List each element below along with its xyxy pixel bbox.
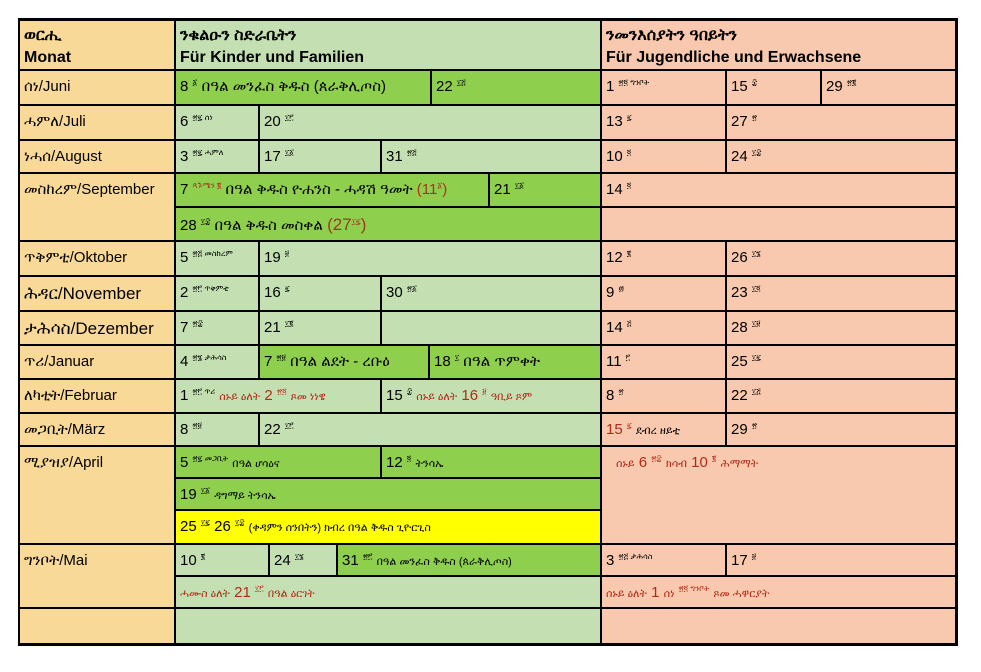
date-number: 7 (180, 319, 189, 336)
date-number: 20 (264, 113, 281, 130)
ethiopic-date: ፳፬ (276, 387, 287, 396)
kids-august-3 (382, 141, 600, 172)
ethiopic-date: ፯ (626, 421, 632, 430)
adults-januar-1 (602, 346, 725, 378)
header-kids-ti: ንቁልዑን ስድራቤትን (180, 27, 297, 44)
event-text: ሰኑይ (616, 458, 635, 470)
kids-februar-1 (176, 380, 380, 412)
ethiopic-date: ፲፭ (456, 78, 466, 87)
ethiopic-date: ፱ (482, 387, 487, 396)
ethiopic-date: ፲፯ (751, 353, 761, 362)
date-number: 28 (731, 319, 748, 336)
date-number: 6 (638, 454, 648, 471)
date-number: 7 (264, 353, 273, 370)
adults-juni-1 (602, 71, 725, 104)
ethiopic-date: ፳ (751, 421, 758, 430)
ethiopic-date: ጳጉሜን ፪ (192, 181, 222, 190)
date-number: 2 (180, 284, 189, 301)
date-number: 11 (606, 353, 622, 370)
date-number: 26 (731, 249, 748, 266)
month-juli: ሓምለ/Juli (20, 106, 174, 139)
date-number: 3 (180, 148, 189, 165)
month-april: ሚያዝያ/April (20, 447, 174, 543)
date-number: 4 (180, 353, 189, 370)
date-number: 17 (264, 148, 281, 165)
kids-november-1 (176, 277, 258, 310)
date-number: 21 (264, 319, 281, 336)
adults-maerz-2 (727, 414, 955, 445)
date-number: 10 (606, 148, 623, 165)
event-text: ደብረ ዘይቲ (635, 425, 681, 437)
empty-adults (602, 609, 955, 643)
ethiopic-date: ፳፩ (406, 284, 417, 293)
date-number: 13 (606, 113, 623, 130)
ethiopic-date: ፳፪ (846, 78, 857, 87)
event-text: በዓል ቅዱስ መስቀል (214, 217, 323, 234)
kids-maerz-1 (176, 414, 258, 445)
month-september: መስከረም/September (20, 174, 174, 240)
date-number: 12 (386, 454, 403, 471)
ethiopic-date: ፳፬ ግንቦት (618, 78, 650, 87)
kids-mai-3 (338, 545, 600, 575)
date-number: 1 (180, 387, 189, 404)
ethiopic-date: ፩ (192, 78, 198, 87)
header-month-ti: ወርሒ (24, 27, 62, 44)
date-number: 16 (264, 284, 281, 301)
kids-april-3 (176, 479, 600, 509)
kids-oktober-1 (176, 242, 258, 275)
adults-juli-1 (602, 106, 725, 139)
adults-dezember-2 (727, 312, 955, 344)
kids-mai-4 (176, 577, 600, 607)
adults-juli-2 (727, 106, 955, 139)
month-august: ነሓሰ/August (20, 141, 174, 172)
event-text: ጾመ ነነዌ (290, 391, 326, 403)
date-number: 8 (180, 78, 189, 95)
ethiopic-date: ፬ (626, 148, 632, 157)
date-number: 28 (180, 217, 197, 234)
kids-april-2 (382, 447, 600, 477)
calendar-table (18, 18, 958, 646)
ethiopic-date: ፰ (751, 78, 758, 87)
date-number: 7 (180, 181, 189, 198)
kids-juli-2 (260, 106, 600, 139)
kids-november-3 (382, 277, 600, 310)
date-number: 21 (494, 181, 511, 198)
date-number: 25 (731, 353, 748, 370)
date-number: 6 (180, 113, 189, 130)
ethiopic-date: ፱ (751, 552, 757, 561)
ethiopic-date: ፯ (626, 113, 632, 122)
date-number: 17 (731, 552, 748, 569)
header-adults (602, 21, 955, 69)
ethiopic-date: ፳፭ ታሕሳስ (618, 552, 653, 561)
date-number: 14 (606, 319, 623, 336)
paren-close: ) (442, 181, 448, 198)
kids-august-2 (260, 141, 380, 172)
ethiopic-date: ፲፰ (751, 148, 762, 157)
adults-mai-2 (727, 545, 955, 575)
kids-dezember-2 (260, 312, 380, 344)
ethiopic-date: ፬ (406, 454, 412, 463)
header-month-de: Monat (24, 48, 72, 66)
date-number: 8 (180, 421, 189, 438)
kids-juli-1 (176, 106, 258, 139)
kids-mai-1 (176, 545, 268, 575)
ethiopic-date: ፳፯ ሰነ (192, 113, 213, 122)
event-text: በዓል ጥምቀት (463, 353, 541, 370)
month-juni: ሰነ/Juni (20, 71, 174, 104)
month-dezember: ታሕሳስ/Dezember (20, 312, 174, 344)
ethiopic-date: ፳ (618, 387, 624, 396)
ethiopic-date: ፳ (751, 113, 758, 122)
date-number: 10 (180, 552, 197, 569)
date-number: 24 (274, 552, 291, 569)
ethiopic-date: ፪ (626, 249, 632, 258)
date-number: 22 (264, 421, 281, 438)
header-kids (176, 21, 600, 69)
ethiopic-date: ፲፭ (751, 387, 761, 396)
date-number: 29 (826, 78, 843, 95)
adults-mai-1 (602, 545, 725, 575)
ethiopic-date: ፳፱ (192, 421, 202, 430)
kids-februar-2 (382, 380, 600, 412)
event-text: ትንሳኤ (415, 458, 444, 470)
ethiopic-date: ፩ (437, 181, 443, 190)
ethiopic-date: ፳፱ (276, 353, 286, 362)
ethiopic-date: ፲፫ (284, 113, 294, 122)
adults-september-2 (602, 208, 955, 240)
kids-maerz-2 (260, 414, 600, 445)
ethiopic-date: ፲፰ (235, 518, 245, 527)
kids-juni-1 (176, 71, 430, 104)
event-text: ሰኑይ ዕለት (416, 391, 458, 403)
ethiopic-date: ፳፯ ሓምለ (192, 148, 224, 157)
header-kids-de: Für Kinder und Familien (180, 48, 365, 66)
date-number: 19 (180, 486, 197, 503)
date-number: 31 (342, 552, 359, 569)
header-month (20, 21, 174, 69)
month-februar: ለካቲት/Februar (20, 380, 174, 412)
kids-dezember-3 (382, 312, 600, 344)
month-oktober: ጥቅምቲ/Oktober (20, 242, 174, 275)
event-text: በዓል ዕርገት (267, 588, 315, 600)
adults-november-2 (727, 277, 955, 310)
ethiopic-date: ፲ (454, 353, 460, 362)
date-number: 18 (434, 353, 451, 370)
ethiopic-date: ፳፰ (192, 319, 203, 328)
ethiopic-date: ፱ (284, 249, 290, 258)
date-number: 1 (651, 584, 660, 601)
ethiopic-date: ፲፩ (284, 148, 295, 157)
event-text: ሰኑይ ዕለት (606, 588, 647, 600)
date-number: 22 (436, 78, 453, 95)
ethiopic-date: ፲፫ (255, 584, 264, 593)
ethiopic-date: ፳፰ (651, 454, 662, 463)
adults-februar-2 (727, 380, 955, 412)
kids-dezember-1 (176, 312, 258, 344)
ethiopic-date: ፲፯ (200, 518, 210, 527)
event-text: በዓል መንፈስ ቅዱስ (ጰራቅሊጦስ) (201, 78, 386, 95)
event-text: ክሳብ (665, 458, 687, 470)
ethiopic-date: ፳፫ (362, 552, 373, 561)
adults-januar-2 (727, 346, 955, 378)
adults-oktober-2 (727, 242, 955, 275)
date-number: 27 (731, 113, 748, 130)
event-text: ዳግማይ ትንሳኤ (214, 490, 276, 502)
event-text: ሰነ (663, 588, 675, 600)
date-number: 3 (606, 552, 615, 569)
header-adults-de: Für Jugendliche und Erwachsene (606, 48, 862, 66)
kids-april-1 (176, 447, 380, 477)
ethiopic-date: ፴ (618, 284, 624, 293)
kids-oktober-2 (260, 242, 600, 275)
empty-kids (176, 609, 600, 643)
adults-april-1 (602, 447, 955, 543)
date-number: 26 (214, 518, 231, 535)
adults-mai-3 (602, 577, 955, 607)
header-adults-ti: ንመንእሰያትን ዓበይትን (606, 27, 738, 44)
date-number: 8 (606, 387, 615, 404)
date-number: 23 (731, 284, 748, 301)
ethiopic-date: ፳፯ መጋቢት (192, 454, 229, 463)
kids-august-1 (176, 141, 258, 172)
ethiopic-date: ፳፮ ታሕሳስ (192, 353, 227, 362)
event-text: በዓል መንፈስ ቅዱስ (ጰራቅሊጦስ) (376, 556, 512, 568)
date-number: 9 (606, 284, 615, 301)
ethiopic-date: ፲፰ (200, 217, 211, 226)
event-text: በዓል ቅዱስ ዮሐንስ - ሓዳሽ ዓመት (225, 181, 413, 198)
ethiopic-date: ፲፫ (284, 421, 294, 430)
event-text: በዓል ሆሳዕና (232, 458, 280, 470)
ethiopic-date: ፳፫ ጥቅምቲ (192, 284, 229, 293)
ethiopic-date: ፭ (626, 319, 632, 328)
event-text: ሰኑይ ዕለት (219, 391, 261, 403)
date-number: 15 (606, 421, 623, 438)
date-number: 21 (234, 584, 251, 601)
kids-september-3 (176, 208, 600, 240)
date-number: 24 (731, 148, 748, 165)
date-number: 14 (606, 181, 623, 198)
month-november: ሕዳር/November (20, 277, 174, 310)
ethiopic-date: ፬ (626, 181, 632, 190)
kids-september-1 (176, 174, 488, 206)
kids-januar-1 (176, 346, 258, 378)
adults-juni-2 (727, 71, 820, 104)
adults-februar-1 (602, 380, 725, 412)
date-number: 1 (606, 78, 615, 95)
ethiopic-date-paren: (27 (327, 215, 352, 234)
kids-april-4 (176, 511, 600, 543)
adults-oktober-1 (602, 242, 725, 275)
paren-close: ) (360, 215, 367, 234)
ethiopic-date: ፲፪ (284, 319, 294, 328)
date-number: 15 (386, 387, 403, 404)
event-text: ሕማማት (720, 458, 759, 470)
date-number: 15 (731, 78, 748, 95)
date-number: 10 (691, 454, 708, 471)
event-text: በዓል ልደት - ረቡዕ (290, 353, 390, 370)
ethiopic-date: ፫ (625, 353, 631, 362)
ethiopic-date: ፳፭ (406, 148, 417, 157)
event-text: ጾመ ሓዋርያት (713, 588, 770, 600)
adults-november-1 (602, 277, 725, 310)
date-number: 19 (264, 249, 281, 266)
ethiopic-date-paren: (11 (416, 181, 438, 198)
kids-januar-2 (260, 346, 428, 378)
date-number: 30 (386, 284, 403, 301)
kids-november-2 (260, 277, 380, 310)
date-number: 29 (731, 421, 748, 438)
event-text: ሓሙስ ዕለት (180, 588, 230, 600)
adults-juni-3 (822, 71, 955, 104)
ethiopic-date: ፪ (200, 552, 206, 561)
date-number: 2 (264, 387, 273, 404)
ethiopic-date: ፯ (284, 284, 290, 293)
kids-september-2 (490, 174, 600, 206)
date-number: 22 (731, 387, 748, 404)
month-januar: ጥሪ/Januar (20, 346, 174, 378)
ethiopic-date: ፲፬ (751, 284, 761, 293)
month-maerz: መጋቢት/März (20, 414, 174, 445)
ethiopic-date: ፳፫ ጥሪ (192, 387, 216, 396)
month-mai: ግንቦት/Mai (20, 545, 174, 607)
adults-september-1 (602, 174, 955, 206)
date-number: 12 (606, 249, 623, 266)
date-number: 31 (386, 148, 403, 165)
event-text: ዓቢይ ጾም (490, 391, 533, 403)
ethiopic-date: ፳፬ ግንቦት (678, 584, 710, 593)
ethiopic-date: ፲፱ (751, 319, 761, 328)
ethiopic-date: ፲፩ (514, 181, 525, 190)
ethiopic-date: ፲፩ (200, 486, 211, 495)
date-number: 25 (180, 518, 197, 535)
adults-dezember-1 (602, 312, 725, 344)
ethiopic-date: ፳፭ መስከረም (192, 249, 233, 258)
kids-januar-3 (430, 346, 600, 378)
adults-maerz-1 (602, 414, 725, 445)
adults-august-2 (727, 141, 955, 172)
date-number: 5 (180, 454, 189, 471)
ethiopic-date: ፰ (406, 387, 413, 396)
ethiopic-date: ፪ (712, 454, 717, 463)
kids-juni-2 (432, 71, 600, 104)
ethiopic-date: ፲፮ (751, 249, 761, 258)
ethiopic-date: ፲፮ (294, 552, 304, 561)
adults-august-1 (602, 141, 725, 172)
date-number: 16 (461, 387, 479, 404)
kids-mai-2 (270, 545, 336, 575)
event-text: (ቀዳምን ሰንበትን) ክብረ በዓል ቅዱስ ጊዮርጊስ (248, 522, 431, 534)
ethiopic-date: ፲፯ (351, 217, 361, 226)
empty-month (20, 609, 174, 643)
date-number: 5 (180, 249, 189, 266)
